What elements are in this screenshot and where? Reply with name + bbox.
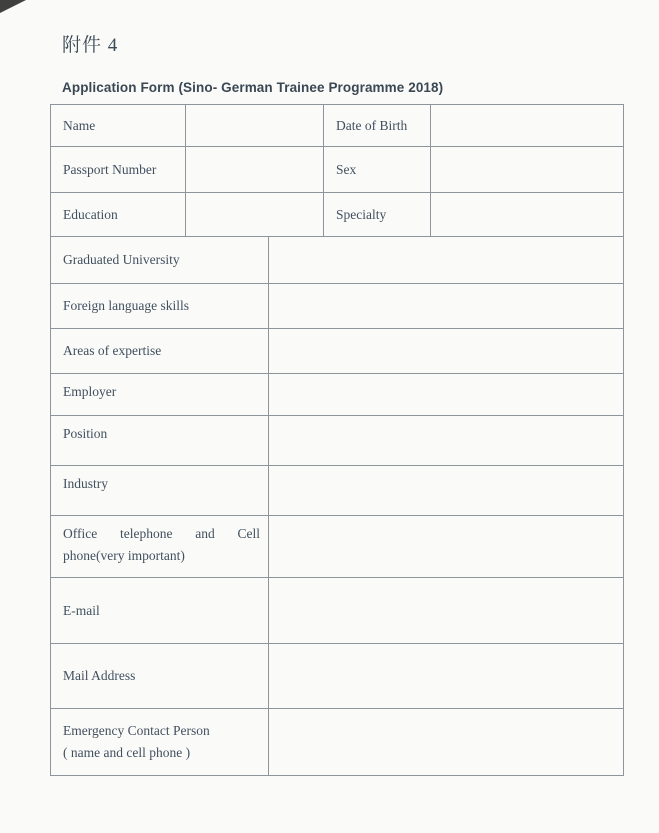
education-input-cell[interactable] bbox=[186, 193, 324, 237]
table-row bbox=[51, 237, 624, 284]
table-row bbox=[51, 466, 624, 516]
field-label-education: Education bbox=[51, 193, 186, 237]
table-row bbox=[51, 578, 624, 644]
table-row bbox=[51, 147, 624, 193]
field-label-emergency-contact-person bbox=[51, 709, 269, 776]
email-input-cell[interactable] bbox=[269, 578, 624, 644]
field-label-date-of-birth: Date of Birth bbox=[324, 105, 431, 147]
emergency-contact-input-cell[interactable] bbox=[269, 709, 624, 776]
field-label-passport-number: Passport Number bbox=[51, 147, 186, 193]
office-telephone-input-cell[interactable] bbox=[269, 516, 624, 578]
mail-address-input-cell[interactable] bbox=[269, 644, 624, 709]
field-label-industry: Industry bbox=[51, 466, 269, 516]
table-row bbox=[51, 284, 624, 329]
table-row bbox=[51, 709, 624, 776]
field-label-mail-address: Mail Address bbox=[51, 644, 269, 709]
table-row bbox=[51, 374, 624, 416]
field-label-graduated-university: Graduated University bbox=[51, 237, 269, 284]
industry-input-cell[interactable] bbox=[269, 466, 624, 516]
scan-corner-artifact bbox=[0, 0, 26, 13]
sex-input-cell[interactable] bbox=[431, 147, 624, 193]
emergency-contact-label-line2: ( name and cell phone ) bbox=[63, 745, 191, 760]
field-label-sex: Sex bbox=[324, 147, 431, 193]
specialty-input-cell[interactable] bbox=[431, 193, 624, 237]
field-label-employer: Employer bbox=[51, 374, 269, 416]
field-label-name: Name bbox=[51, 105, 186, 147]
table-row bbox=[51, 329, 624, 374]
foreign-language-skills-input-cell[interactable] bbox=[269, 284, 624, 329]
table-row bbox=[51, 193, 624, 237]
table-row bbox=[51, 105, 624, 147]
graduated-university-input-cell[interactable] bbox=[269, 237, 624, 284]
table-row bbox=[51, 644, 624, 709]
field-label-specialty: Specialty bbox=[324, 193, 431, 237]
table-row bbox=[51, 416, 624, 466]
name-input-cell[interactable] bbox=[186, 105, 324, 147]
personal-info-table bbox=[50, 104, 624, 237]
details-table bbox=[50, 236, 624, 776]
passport-number-input-cell[interactable] bbox=[186, 147, 324, 193]
field-label-areas-of-expertise: Areas of expertise bbox=[51, 329, 269, 374]
emergency-contact-label-line1: Emergency Contact Person bbox=[63, 723, 210, 739]
areas-of-expertise-input-cell[interactable] bbox=[269, 329, 624, 374]
field-label-email: E-mail bbox=[51, 578, 269, 644]
field-label-office-telephone-cell-phone: Office telephone and Cell phone(very important) bbox=[51, 516, 269, 578]
table-row bbox=[51, 516, 624, 578]
position-input-cell[interactable] bbox=[269, 416, 624, 466]
employer-input-cell[interactable] bbox=[269, 374, 624, 416]
attachment-label: 附件 4 bbox=[62, 35, 119, 56]
date-of-birth-input-cell[interactable] bbox=[431, 105, 624, 147]
form-title: Application Form (Sino- German Trainee Programme 2018) bbox=[62, 80, 444, 95]
field-label-foreign-language-skills: Foreign language skills bbox=[51, 284, 269, 329]
field-label-position: Position bbox=[51, 416, 269, 466]
